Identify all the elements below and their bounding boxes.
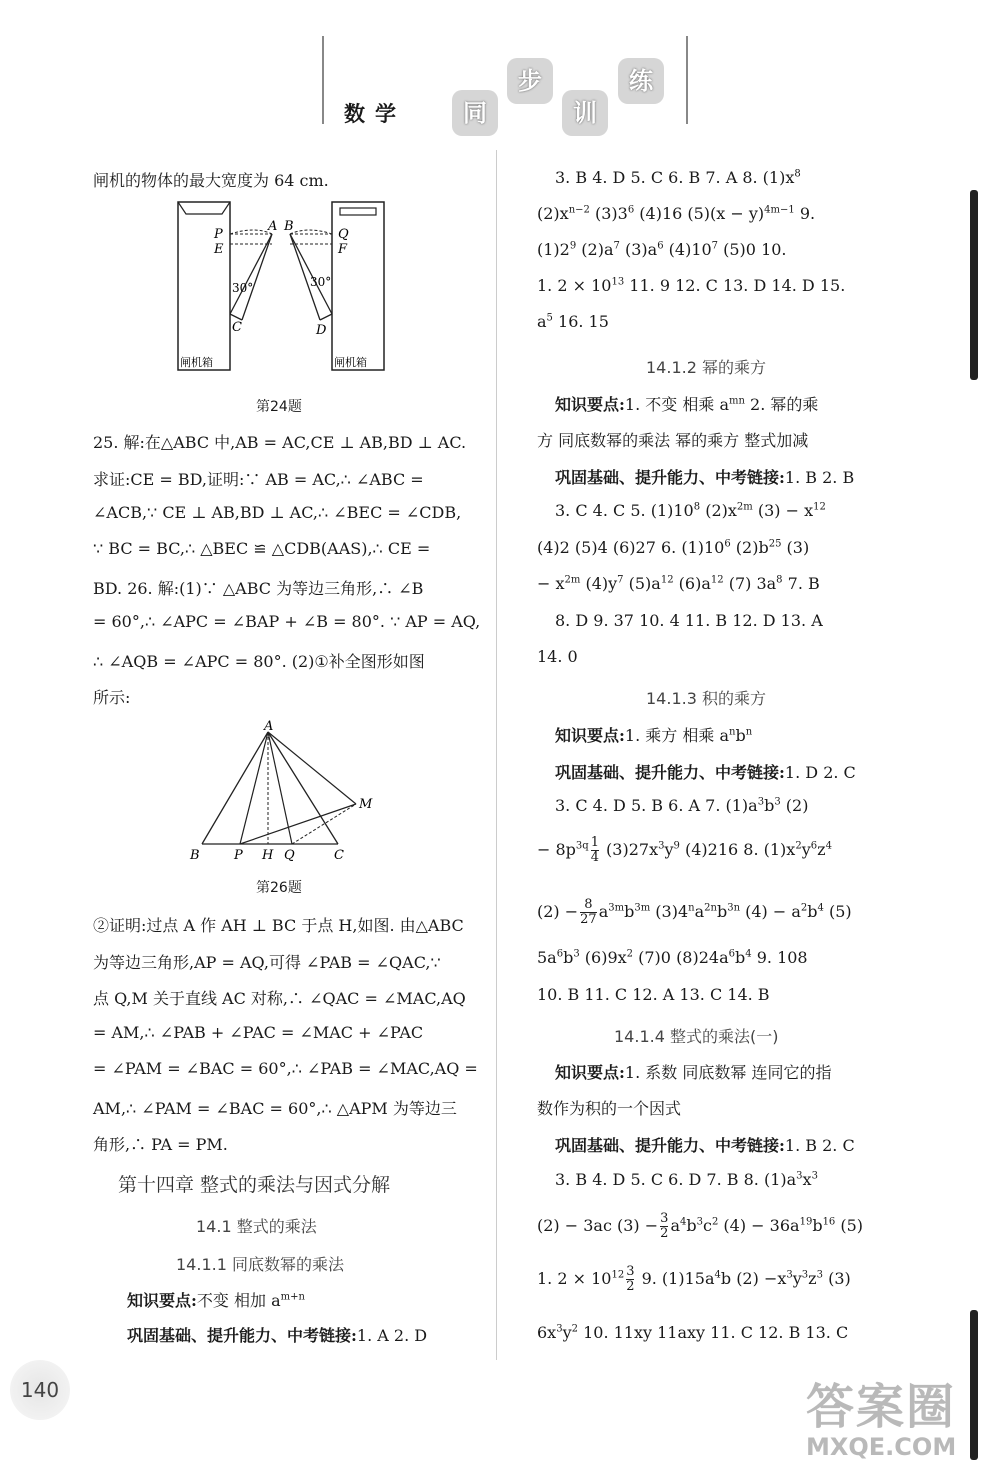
subject-title: 数学 xyxy=(344,101,406,126)
answer-text: (2) − 3ac (3) − xyxy=(537,1216,659,1235)
answer-exponent: 5 xyxy=(546,312,553,324)
answer-text: z xyxy=(817,840,826,859)
answer-exponent: 25 xyxy=(768,538,782,550)
answer-exponent: 7 xyxy=(613,240,620,252)
answer-text: c xyxy=(703,1216,712,1235)
answer-exponent: 6 xyxy=(810,840,818,852)
answer-text: (6)a xyxy=(673,574,711,593)
fig26-caption: 第26题 xyxy=(256,880,302,896)
answer-text: b xyxy=(764,796,775,815)
section-14-1: 14.1 整式的乘法 xyxy=(196,1217,317,1236)
answer-exponent: 2 xyxy=(711,1216,719,1228)
answer-exponent: 7 xyxy=(617,574,624,586)
knowledge-points-14-1-1 xyxy=(127,1288,305,1311)
answer-exponent: 4 xyxy=(680,1216,687,1228)
answer-text: y xyxy=(801,840,811,859)
label: 知识要点: xyxy=(555,726,625,745)
answer-exponent: 13 xyxy=(611,276,625,288)
answer-exponent: 3 xyxy=(573,948,580,960)
answer-text: 11. 9 12. C 13. D 14. D 15. xyxy=(624,276,846,295)
text: 1. 系数 同底数幂 连同它的指 xyxy=(624,1063,832,1082)
answer-line xyxy=(555,168,801,187)
answer-text: (5)a xyxy=(623,574,661,593)
watermark-logo-text: 答案圈 xyxy=(806,1379,957,1435)
basic-14-1-1 xyxy=(127,1323,427,1346)
knowledge-points-14-1-2 xyxy=(555,392,818,415)
answer-text: − 8p xyxy=(537,840,576,859)
answer-text: (3) xyxy=(822,1269,851,1288)
answer-text: b xyxy=(686,1216,697,1235)
text: b xyxy=(735,726,746,745)
answer-text: (3) xyxy=(781,538,810,557)
answer-exponent: 6 xyxy=(657,240,664,252)
answer-text: a xyxy=(598,902,609,921)
answer-exponent: 3 xyxy=(556,1323,563,1335)
kp-label: 知识要点: xyxy=(127,1291,197,1310)
kp-sup: m+n xyxy=(280,1291,305,1303)
watermark-url: MXQE.COM xyxy=(806,1433,957,1461)
answer-text: x xyxy=(777,1269,787,1288)
answer-text: (5) xyxy=(823,902,852,921)
fraction xyxy=(660,1212,668,1241)
answer-text: (2)a xyxy=(576,240,614,259)
answer-text: 7. B xyxy=(782,574,820,593)
answer-line xyxy=(537,898,852,927)
answer-text: (3)27x xyxy=(600,840,659,859)
answer-text: 3. B 4. D 5. C 6. D 7. B 8. (1)a xyxy=(555,1170,797,1189)
fig24-label-P: P xyxy=(214,227,223,242)
answer-exponent: 7 xyxy=(711,240,719,252)
fig26-label-A: A xyxy=(264,720,274,734)
fraction-numerator: 3 xyxy=(660,1211,669,1226)
answer-text: a xyxy=(537,312,547,331)
p25-line: 25. 解:在△ABC 中,AB = AC,CE ⊥ AB,BD ⊥ AC. xyxy=(93,433,467,452)
proof-line: = AM,∴ ∠PAB + ∠PAC = ∠MAC + ∠PAC xyxy=(93,1023,424,1042)
kp-text: 不变 相加 a xyxy=(196,1291,281,1310)
answer-line xyxy=(537,240,787,259)
answer-exponent: 3n xyxy=(727,902,741,914)
answer-exponent: 8 xyxy=(776,574,783,586)
label: 巩固基础、提升能力、中考链接: xyxy=(555,763,785,782)
answer-text: (5)0 10. xyxy=(718,240,787,259)
answer-text: b xyxy=(624,902,635,921)
answer-text: (3) − x xyxy=(752,501,814,520)
page-number: 140 xyxy=(10,1360,70,1420)
answer-exponent: 3 xyxy=(811,1170,818,1182)
answer-exponent: 8 xyxy=(794,168,801,180)
fraction-denominator: 4 xyxy=(590,850,599,865)
badge-xun: 训 xyxy=(562,90,608,136)
fig24-box-right-label: 闸机箱 xyxy=(334,356,367,369)
answer-text: (5)4 (6)27 6. (1)10 xyxy=(569,538,725,557)
answer-text: (4)2 xyxy=(537,538,570,557)
answer-text: 3. C 4. C 5. (1)10 xyxy=(555,501,694,520)
text: 1. B 2. B xyxy=(784,468,855,487)
figure-26 xyxy=(180,720,380,865)
answer-text: (7)0 (8)24a xyxy=(633,948,729,967)
answer-exponent: 19 xyxy=(799,1216,813,1228)
answer-text: x xyxy=(802,1170,812,1189)
answer-line xyxy=(537,836,832,865)
answer-exponent: 6 xyxy=(724,538,731,550)
answer-text: (4)216 8. (1) xyxy=(679,840,787,859)
answer-exponent: 3 xyxy=(658,840,665,852)
answer-exponent: n xyxy=(688,902,695,914)
p25-line: 所示: xyxy=(93,688,131,707)
answer-exponent: 3m xyxy=(634,902,651,914)
proof-line: ②证明:过点 A 作 AH ⊥ BC 于点 H,如图. 由△ABC xyxy=(93,916,464,935)
label: 知识要点: xyxy=(555,395,625,414)
text: 2. 幂的乘 xyxy=(744,395,819,414)
fraction-numerator: 1 xyxy=(590,835,599,850)
fraction-numerator: 8 xyxy=(580,898,597,913)
answer-text: (4)y xyxy=(580,574,618,593)
fraction xyxy=(626,1265,634,1294)
answer-text: 14. 0 xyxy=(537,647,578,666)
fig24-label-B: B xyxy=(284,219,294,234)
answer-text: b xyxy=(716,902,728,921)
answer-exponent: 2n xyxy=(704,902,717,914)
answer-text: b (2) − xyxy=(720,1269,778,1288)
answer-exponent: 12 xyxy=(660,574,674,586)
answer-text: 9. xyxy=(794,204,816,223)
answer-exponent: 16 xyxy=(822,1216,836,1228)
fraction xyxy=(591,836,599,865)
answer-line xyxy=(537,1265,851,1294)
answer-line xyxy=(537,574,820,593)
p25-line: ∵ BC = BC,∴ △BEC ≌ △CDB(AAS),∴ CE = xyxy=(93,539,431,558)
answer-line xyxy=(555,501,826,520)
proof-line: 为等边三角形,AP = AQ,可得 ∠PAB = ∠QAC,∵ xyxy=(93,953,441,972)
p25-line: 求证:CE = BD,证明:∵ AB = AC,∴ ∠ABC = xyxy=(93,470,424,489)
proof-line: = ∠PAM = ∠BAC = 60°,∴ ∠PAB = ∠MAC,AQ = xyxy=(93,1059,478,1078)
badge-lian: 练 xyxy=(618,58,664,104)
fig24-label-A: A xyxy=(268,219,278,234)
answer-text: 9. (1)15a xyxy=(636,1269,715,1288)
answer-text: (2) xyxy=(780,796,809,815)
section-14-1-1: 14.1.1 同底数幂的乘法 xyxy=(176,1255,344,1274)
fraction-denominator: 2 xyxy=(626,1279,635,1294)
answer-line xyxy=(537,1323,848,1342)
answer-exponent: n−2 xyxy=(568,204,590,216)
fig24-label-F: F xyxy=(338,242,348,257)
fig24-label-C: C xyxy=(232,320,242,335)
answer-exponent: 3q xyxy=(575,840,589,852)
text: 1. 乘方 相乘 a xyxy=(624,726,729,745)
column-divider xyxy=(496,150,497,1360)
answer-line xyxy=(537,985,770,1004)
basic-14-1-2 xyxy=(555,465,854,488)
kp-continuation: 数作为积的一个因式 xyxy=(537,1099,682,1118)
answer-text: x xyxy=(786,840,796,859)
answer-text: (2)x xyxy=(700,501,737,520)
fraction-numerator: 3 xyxy=(626,1264,635,1279)
watermark xyxy=(806,1368,956,1461)
badge-tong: 同 xyxy=(452,90,498,136)
left-line-1: 闸机的物体的最大宽度为 64 cm. xyxy=(93,171,329,190)
exponent: n xyxy=(729,726,736,738)
label: 巩固基础、提升能力、中考链接: xyxy=(555,1136,785,1155)
answer-exponent: 6 xyxy=(556,948,564,960)
answer-exponent: 3 xyxy=(796,1170,803,1182)
answer-text: (3)4 xyxy=(650,902,689,921)
answer-exponent: 12 xyxy=(611,1269,625,1281)
fig24-angle-1: 30° xyxy=(232,281,254,295)
answer-exponent: 2m xyxy=(736,501,753,513)
answer-line xyxy=(537,538,809,557)
answer-exponent: 2 xyxy=(795,840,802,852)
answer-exponent: 3 xyxy=(801,1269,809,1281)
answer-text: (7) 3a xyxy=(723,574,777,593)
answer-text: − x xyxy=(537,574,565,593)
answer-text: b xyxy=(807,902,818,921)
answer-text: (3)3 xyxy=(589,204,628,223)
answer-text: (2)b xyxy=(730,538,769,557)
answer-text: b xyxy=(735,948,746,967)
answer-exponent: 3 xyxy=(757,796,765,808)
answer-text: 3. B 4. D 5. C 6. B 7. A 8. (1)x xyxy=(555,168,795,187)
fraction-denominator: 27 xyxy=(580,912,597,927)
fig24-caption: 第24题 xyxy=(256,399,302,415)
answer-exponent: 3 xyxy=(696,1216,703,1228)
answer-exponent: 2 xyxy=(626,948,634,960)
basic-14-1-4 xyxy=(555,1133,855,1156)
knowledge-points-14-1-4 xyxy=(555,1060,831,1083)
answer-text: 10. B 11. C 12. A 13. C 14. B xyxy=(537,985,770,1004)
fig24-angle-2: 30° xyxy=(310,275,332,289)
answer-exponent: 12 xyxy=(813,501,826,513)
label: 知识要点: xyxy=(555,1063,625,1082)
answer-text: 8. D 9. 37 10. 4 11. B 12. D 13. A xyxy=(555,611,823,630)
answer-text: z xyxy=(808,1269,817,1288)
answer-line xyxy=(537,276,845,295)
answer-exponent: 9 xyxy=(673,840,680,852)
answer-line xyxy=(537,312,609,331)
fig24-label-Q: Q xyxy=(338,227,349,242)
answer-exponent: 3m xyxy=(608,902,625,914)
answer-text: b xyxy=(563,948,574,967)
answer-text: (4)16 (5)(x − y) xyxy=(634,204,765,223)
answer-line xyxy=(555,611,823,630)
answer-text: a xyxy=(670,1216,680,1235)
answer-exponent: 2 xyxy=(800,902,808,914)
answer-exponent: 12 xyxy=(710,574,724,586)
fig26-label-C: C xyxy=(334,848,344,863)
proof-line: 点 Q,M 关于直线 AC 对称,∴ ∠QAC = ∠MAC,AQ xyxy=(93,989,466,1008)
answer-text: 1. 2 × 10 xyxy=(537,1269,612,1288)
answer-text: (6)9x xyxy=(579,948,627,967)
section-14-1-3: 14.1.3 积的乘方 xyxy=(646,689,766,708)
answer-line xyxy=(537,204,815,223)
answer-line xyxy=(537,948,808,967)
section-14-1-2: 14.1.2 幂的乘方 xyxy=(646,358,766,377)
answer-exponent: 3 xyxy=(816,1269,823,1281)
answer-exponent: 3 xyxy=(774,796,781,808)
kp-continuation: 方 同底数幂的乘法 幂的乘方 整式加减 xyxy=(537,431,809,450)
answer-text: 3. C 4. D 5. B 6. A 7. (1)a xyxy=(555,796,758,815)
answer-text: y xyxy=(664,840,674,859)
answer-text: 6x xyxy=(537,1323,557,1342)
answer-exponent: 8 xyxy=(693,501,701,513)
page-header xyxy=(322,36,692,126)
fraction xyxy=(580,898,597,927)
answer-text: (1)2 xyxy=(537,240,570,259)
knowledge-points-14-1-3 xyxy=(555,723,752,746)
text: 1. D 2. C xyxy=(784,763,856,782)
answer-exponent: 2m xyxy=(564,574,581,586)
answer-exponent: 4 xyxy=(745,948,752,960)
answer-line xyxy=(555,796,808,815)
answer-text: (2)x xyxy=(537,204,569,223)
answer-text: a xyxy=(694,902,705,921)
answer-exponent: 6 xyxy=(728,948,735,960)
answer-exponent: 4 xyxy=(817,902,824,914)
p25-line: ∴ ∠AQB = ∠APC = 80°. (2)①补全图形如图 xyxy=(93,652,425,671)
fig26-label-H: H xyxy=(262,848,274,863)
answer-text: (2) − xyxy=(537,902,579,921)
fig26-label-Q: Q xyxy=(284,848,295,863)
proof-line: 角形,∴ PA = PM. xyxy=(93,1135,228,1154)
answer-exponent: 4 xyxy=(714,1269,721,1281)
answer-text: 5a xyxy=(537,948,557,967)
fig24-label-D: D xyxy=(316,323,327,338)
fig26-label-P: P xyxy=(234,848,243,863)
chapter-title: 第十四章 整式的乘法与因式分解 xyxy=(118,1174,391,1196)
answer-exponent: 6 xyxy=(627,204,635,216)
answer-text: b xyxy=(812,1216,823,1235)
answer-exponent: 2 xyxy=(571,1323,578,1335)
answer-text: (5) xyxy=(835,1216,864,1235)
basic-text: 1. A 2. D xyxy=(356,1326,428,1345)
answer-exponent: 3 xyxy=(786,1269,793,1281)
fig24-box-left-label: 闸机箱 xyxy=(180,356,213,369)
answer-text: (4)10 xyxy=(663,240,712,259)
fig26-label-B: B xyxy=(190,848,200,863)
answer-exponent: 4m−1 xyxy=(764,204,795,216)
badge-bu: 步 xyxy=(507,58,553,104)
basic-14-1-3 xyxy=(555,760,856,783)
answer-line xyxy=(537,1212,863,1241)
answer-text: y xyxy=(562,1323,572,1342)
fraction-denominator: 2 xyxy=(660,1226,669,1241)
answer-text: 1. 2 × 10 xyxy=(537,276,612,295)
text: 1. B 2. C xyxy=(784,1136,855,1155)
answer-text: y xyxy=(792,1269,802,1288)
exponent: mn xyxy=(729,395,745,407)
exponent: n xyxy=(745,726,753,738)
basic-label: 巩固基础、提升能力、中考链接: xyxy=(127,1326,357,1345)
figure-24 xyxy=(160,196,420,376)
page-edge-mark-top xyxy=(970,190,978,380)
answer-line xyxy=(555,1170,818,1189)
proof-line: AM,∴ ∠PAM = ∠BAC = 60°,∴ △APM 为等边三 xyxy=(93,1099,457,1118)
text: 1. 不变 相乘 a xyxy=(624,395,729,414)
answer-exponent: 4 xyxy=(825,840,832,852)
fig24-label-E: E xyxy=(214,242,224,257)
p25-line: BD. 26. 解:(1)∵ △ABC 为等边三角形,∴ ∠B xyxy=(93,579,424,598)
answer-text: (4) − a xyxy=(740,902,801,921)
fig26-label-M: M xyxy=(359,797,373,812)
section-14-1-4: 14.1.4 整式的乘法(一) xyxy=(614,1027,779,1046)
answer-text: (3)a xyxy=(619,240,658,259)
answer-line xyxy=(537,647,578,666)
answer-text: 9. 108 xyxy=(751,948,808,967)
page-edge-mark-bottom xyxy=(970,1310,978,1460)
header-rule-left xyxy=(322,36,324,124)
header-rule-right xyxy=(686,36,688,124)
p25-line: = 60°,∴ ∠APC = ∠BAP + ∠B = 80°. ∵ AP = AQ, xyxy=(93,612,481,631)
answer-text: 16. 15 xyxy=(552,312,609,331)
p25-line: ∠ACB,∵ CE ⊥ AB,BD ⊥ AC,∴ ∠BEC = ∠CDB, xyxy=(93,503,462,522)
answer-exponent: 9 xyxy=(569,240,577,252)
label: 巩固基础、提升能力、中考链接: xyxy=(555,468,785,487)
answer-text: (4) − 36a xyxy=(718,1216,800,1235)
answer-text: 10. 11xy 11axy 11. C 12. B 13. C xyxy=(578,1323,849,1342)
